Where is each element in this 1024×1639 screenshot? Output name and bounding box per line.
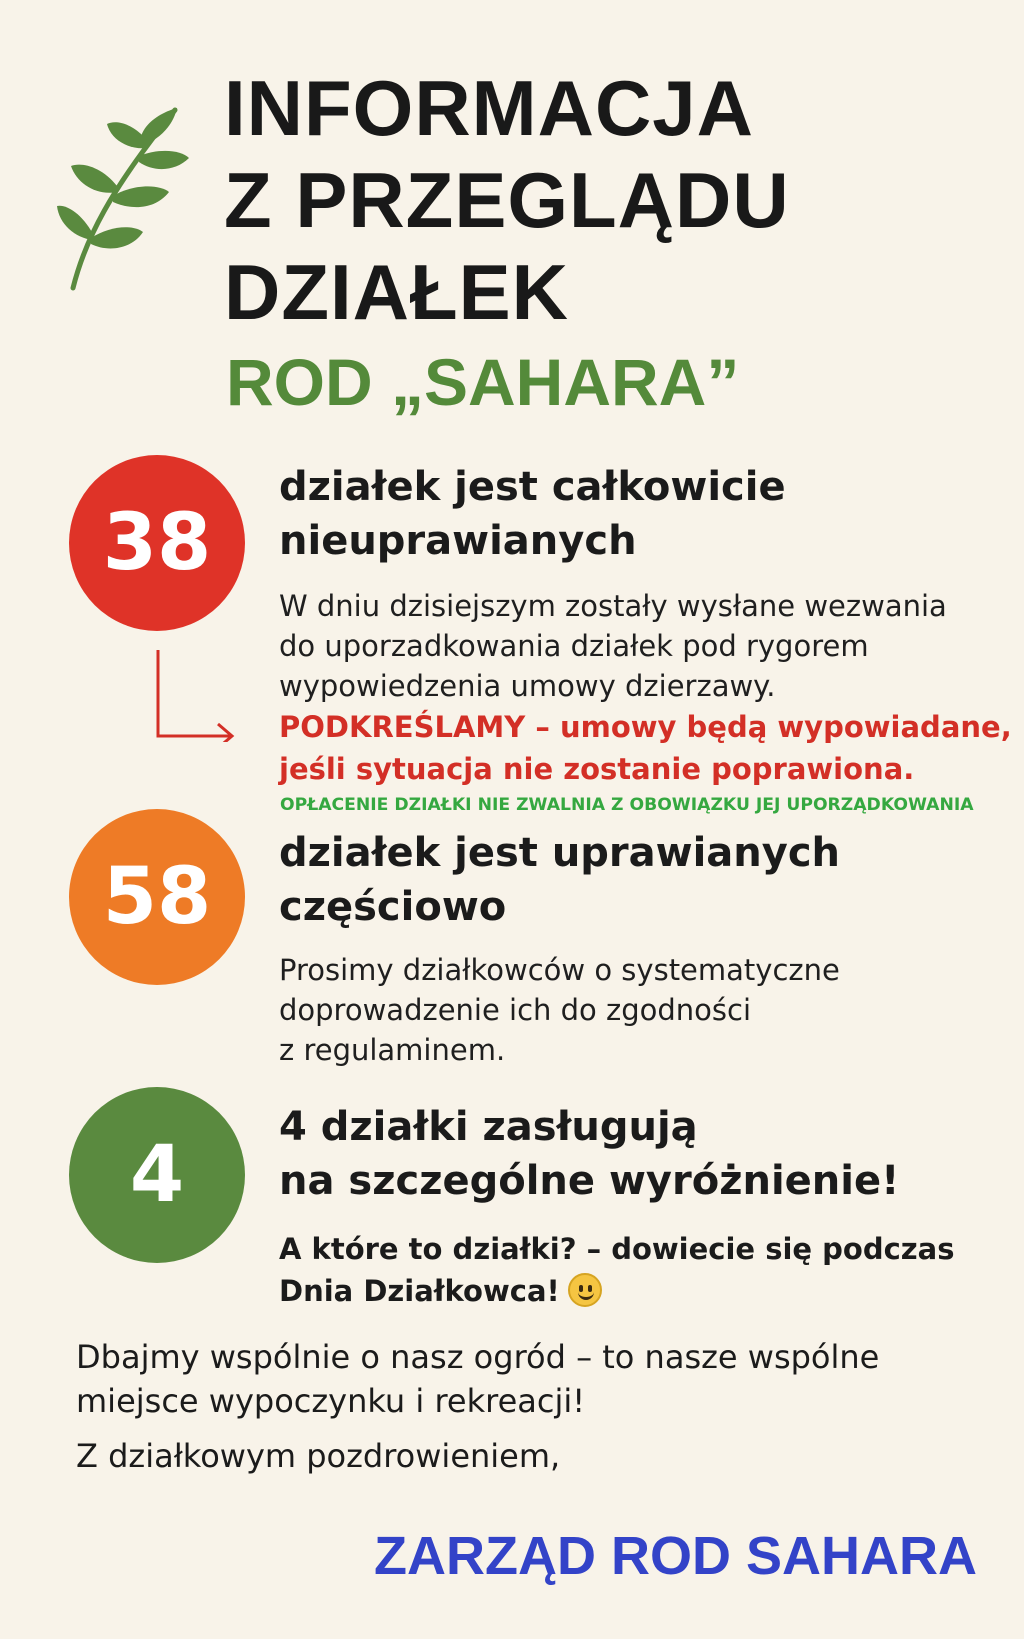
title-line-2: Z PRZEGLĄDU	[224, 156, 790, 244]
title-line-1: INFORMACJA	[224, 64, 754, 152]
heading-line: 4 działki zasługują	[279, 1104, 698, 1150]
stat-badge-red: 38	[69, 455, 245, 631]
page-title	[224, 62, 790, 338]
heading-line: częściowo	[279, 884, 507, 930]
stat-heading-uncultivated	[279, 460, 786, 568]
heading-line: działek jest uprawianych	[279, 830, 841, 876]
reveal-text	[279, 1228, 955, 1312]
closing-line: Dbajmy wspólnie o nasz ogród – to nasze wspólne	[76, 1338, 880, 1376]
reveal-line: Dnia Działkowca!	[279, 1274, 560, 1308]
body-line: wypowiedzenia umowy dzierzawy.	[279, 669, 776, 703]
signature: ZARZĄD ROD SAHARA	[374, 1526, 977, 1586]
heading-line: nieuprawianych	[279, 518, 637, 564]
arrow-right-icon	[148, 646, 238, 742]
reveal-line-with-smiley	[279, 1270, 955, 1312]
closing-message	[76, 1335, 879, 1423]
payment-note: OPŁACENIE DZIAŁKI NIE ZWALNIA Z OBOWIĄZKU JEJ UPORZĄDKOWANIA	[280, 795, 974, 815]
body-line: Prosimy działkowców o systematyczne	[279, 953, 840, 987]
smiley-icon	[568, 1273, 602, 1307]
stat-body-uncultivated	[279, 586, 947, 706]
stat-badge-orange: 58	[69, 809, 245, 985]
stat-heading-partial	[279, 826, 840, 934]
greeting: Z działkowym pozdrowieniem,	[76, 1437, 561, 1475]
body-line: z regulaminem.	[279, 1033, 506, 1067]
stat-badge-green: 4	[69, 1087, 245, 1263]
body-line: do uporzadkowania działek pod rygorem	[279, 629, 869, 663]
stat-body-partial	[279, 950, 840, 1070]
warning-text	[279, 706, 1012, 790]
page-subtitle: ROD „SAHARA”	[226, 345, 740, 419]
heading-line: działek jest całkowicie	[279, 464, 786, 510]
body-line: W dniu dzisiejszym zostały wysłane wezwania	[279, 589, 947, 623]
leaf-branch-icon	[55, 100, 195, 300]
stat-heading-awarded	[279, 1100, 899, 1208]
title-line-3: DZIAŁEK	[224, 248, 569, 336]
closing-line: miejsce wypoczynku i rekreacji!	[76, 1382, 586, 1420]
warning-line: jeśli sytuacja nie zostanie poprawiona.	[279, 752, 915, 786]
body-line: doprowadzenie ich do zgodności	[279, 993, 752, 1027]
reveal-line: A które to działki? – dowiecie się podczas	[279, 1232, 955, 1266]
warning-line: PODKREŚLAMY – umowy będą wypowiadane,	[279, 710, 1012, 744]
heading-line: na szczególne wyróżnienie!	[279, 1158, 900, 1204]
